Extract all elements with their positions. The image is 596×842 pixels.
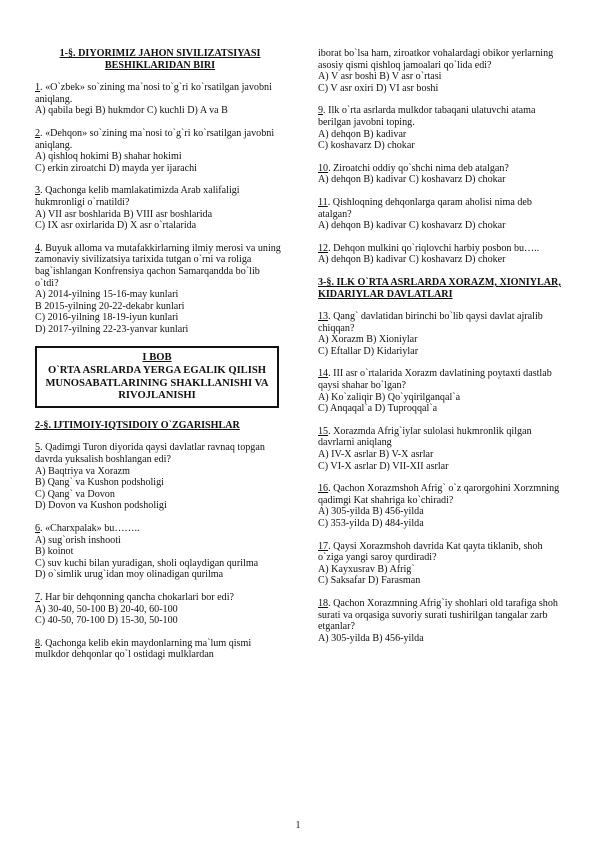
answer-options: C) V asr oxiri D) VI asr boshi [318,82,439,94]
question-18 [318,598,566,644]
section-heading-3: 3-§. ILK O`RTA ASRLARDA XORAZM, XIONIYLAR, KIDARIYLAR DAVLATLARI [318,276,561,300]
question-text: . Qadimgi Turon diyorida qaysi davlatlar ravnaq topgan davrda yuksalish boshlangan edi? [35,442,265,466]
answer-options: C) IX asr oxirlarida D) X asr o`rtalarida [35,220,197,232]
question-number: 6 [35,523,41,534]
question-4 [35,243,285,336]
question-text: . Buyuk alloma va mutafakkirlarning ilmiy merosi va uning zamonaviy sivilizatsiya tarixida tutgan o`rni va roliga bag`ishlangan Konfrensiya qachon Samarqandda bo`lib o`tdi? [35,242,281,289]
question-text: . III asr o`rtalarida Xorazm davlatining poytaxti dastlab qaysi shahar bo`lgan? [318,368,552,392]
section-heading-1: 1-§. DIYORIMIZ JAHON SIVILIZATSIYASI BESHIKLARIDAN BIRI [59,48,261,71]
question-15 [318,426,566,472]
answer-options: C) 353-yilda D) 484-yilda [318,518,424,529]
question-11 [318,197,566,232]
answer-options: A) Ko`zaliqir B) Qo`yqirilganqal`a [318,391,461,403]
answer-option-c: C) 2016-yilning 18-19-iyun kunlari [35,312,179,324]
page-number: 1 [295,820,301,831]
answer-options: A) dehqon B) kadivar C) koshavarz D) chokar [318,220,506,232]
question-12 [318,243,566,266]
question-8 [35,638,285,661]
answer-option-d: D) Dovon va Kushon podsholigi [35,500,167,512]
answer-option-a: A) 2014-yilning 15-16-may kunlari [35,289,179,301]
chapter-number: I BOB [142,352,172,364]
answer-option-b: B) koinot [35,546,74,558]
answer-option-d: D) 2017-yilning 22-23-yanvar kunlari [35,323,189,335]
answer-options: A) IV-X asrlar B) V-X asrlar [318,449,434,461]
question-number: 5 [35,442,41,454]
answer-options: A) VII asr boshlarida B) VIII asr boshlarida [35,208,213,220]
question-number: 9 [318,105,324,117]
answer-options: C) Saksafar D) Farasman [318,575,421,587]
answer-options: A) Kayxusrav B) Afrig` [318,563,415,575]
answer-options: A) dehqon B) kadivar C) koshavarz D) choker [318,254,506,266]
answer-options: A) V asr boshi B) V asr o`rtasi [318,71,442,83]
question-text: . Dehqon mulkini qo`riqlovchi harbiy posbon bu….. [328,242,540,254]
answer-options: C) Anqaqal`a D) Tuproqqal`a [318,403,438,415]
question-number: 10 [318,162,329,174]
section-heading-2: 2-§. IJTIMOIY-IQTSIDOIY O`ZGARISHLAR [35,419,240,431]
question-text: . «Charxpalak» bu…….. [40,523,140,534]
question-number: 4 [35,242,41,254]
left-column [35,48,285,672]
question-text: . Qachonga kelib mamlakatimizda Arab xalifaligi hukmronligi o`rnatildi? [35,185,240,208]
question-text: . Qachon Xorazmning Afrig`iy shohlari old tarafiga shoh surati va orqasiga suvoriy surati tushirilgan tangalar zarb etganlar? [318,597,558,633]
answer-options: A) 30-40, 50-100 B) 20-40, 60-100 [35,603,178,615]
question-2 [35,128,285,174]
question-text: . Qishloqning dehqonlarga qaram aholisi nima deb atalgan? [318,196,532,220]
answer-option-b: B) Qang` va Kushon podsholigi [35,477,164,489]
answer-options: A) qabila begi B) hukmdor C) kuchli D) A va B [35,105,228,117]
chapter-title: O`RTA ASRLARDA YERGA EGALIK QILISH MUNOSABATLARINING SHAKLLANISHI VA RIVOJLANISHI [45,365,269,402]
answer-options: A) 305-yilda B) 456-yilda [318,632,424,644]
question-5 [35,442,285,512]
question-6 [35,523,285,581]
answer-options: C) Eftallar D) Kidariylar [318,345,419,357]
question-number: 7 [35,591,41,603]
answer-option-b: B 2015-yilning 20-22-dekabr kunlari [35,300,185,312]
question-text: . Qang` davlatidan birinchi bo`lib qaysi davlat ajralib chiqqan? [318,311,543,334]
question-text: . Ilk o`rta asrlarda mulkdor tabaqani ulatuvchi atama berilgan javobni toping. [318,105,536,128]
question-text: . «Dehqon» so`zining ma`nosi to`g`ri ko`rsatilgan javobni aniqlang. [35,127,275,151]
question-text: iborat bo`lsa ham, ziroatkor vohalardagi obikor yerlarning asosiy qismi qishloq jamoalari qo`lida edi? [318,48,554,71]
question-number: 14 [318,368,329,380]
question-10 [318,163,566,186]
question-7 [35,592,285,627]
question-number: 1 [35,82,41,94]
answer-option-a: A) Baqtriya va Xorazm [35,465,131,477]
answer-options: C) erkin ziroatchi D) mayda yer ijarachi [35,162,197,174]
question-8-continued [318,48,566,94]
question-text: . Qachonga kelib ekin maydonlarning ma`lum qismi mulkdor dehqonlar qo`l ostidagi mulklardan [35,637,252,661]
answer-options: A) qishloq hokimi B) shahar hokimi [35,151,182,163]
question-1 [35,82,285,117]
question-text: . «O`zbek» so`zining ma`nosi to`g`ri ko`rsatilgan javobni aniqlang. [35,82,272,105]
question-number: 16 [318,483,329,495]
question-number: 8 [35,637,41,649]
question-16 [318,483,566,529]
question-text: . Xorazmda Afrig`iylar sulolasi hukmronlik qilgan davrlarni aniqlang [318,425,532,449]
question-text: . Ziroatchi oddiy qo`shchi nima deb atalgan? [328,162,509,174]
answer-options: A) dehqon B) kadivar C) koshavarz D) chokar [318,174,506,186]
question-number: 15 [318,425,329,437]
answer-options: C) 40-50, 70-100 D) 15-30, 50-100 [35,615,178,627]
question-text: . Har bir dehqonning qancha chokarlari bor edi? [40,591,234,603]
answer-options: A) 305-yilda B) 456-yilda [318,506,424,518]
question-9 [318,105,566,151]
answer-option-c: C) Qang` va Dovon [35,488,115,500]
answer-options: A) dehqon B) kadivar [318,128,407,140]
question-text: . Qaysi Xorazmshoh davrida Kat qayta tiklanib, shoh o`ziga yangi saroy qurdiradi? [318,540,543,564]
question-number: 17 [318,540,329,552]
question-number: 13 [318,311,329,323]
question-number: 18 [318,597,329,609]
question-number: 12 [318,242,329,254]
answer-option-d: D) o`simlik urug`idan moy olinadigan qurilma [35,569,224,581]
question-number: 11 [318,196,328,208]
answer-option-c: C) suv kuchi bilan yuradigan, sholi oqlaydigan qurilma [35,557,259,569]
question-text: . Qachon Xorazmshoh Afrig` o`z qarorgohini Xorzmning qadimgi Kat shahriga ko`chiradi? [318,483,560,506]
answer-options: C) koshavarz D) chokar [318,140,415,152]
question-number: 2 [35,127,41,139]
right-column [318,48,566,655]
question-number: 3 [35,185,41,197]
question-3 [35,185,285,231]
question-14 [318,368,566,414]
answer-options: A) Xorazm B) Xioniylar [318,334,418,346]
answer-options: C) VI-X asrlar D) VII-XII asrlar [318,460,449,472]
question-17 [318,541,566,587]
question-13 [318,311,566,357]
chapter-box [35,346,279,407]
answer-option-a: A) sug`orish inshooti [35,534,121,546]
